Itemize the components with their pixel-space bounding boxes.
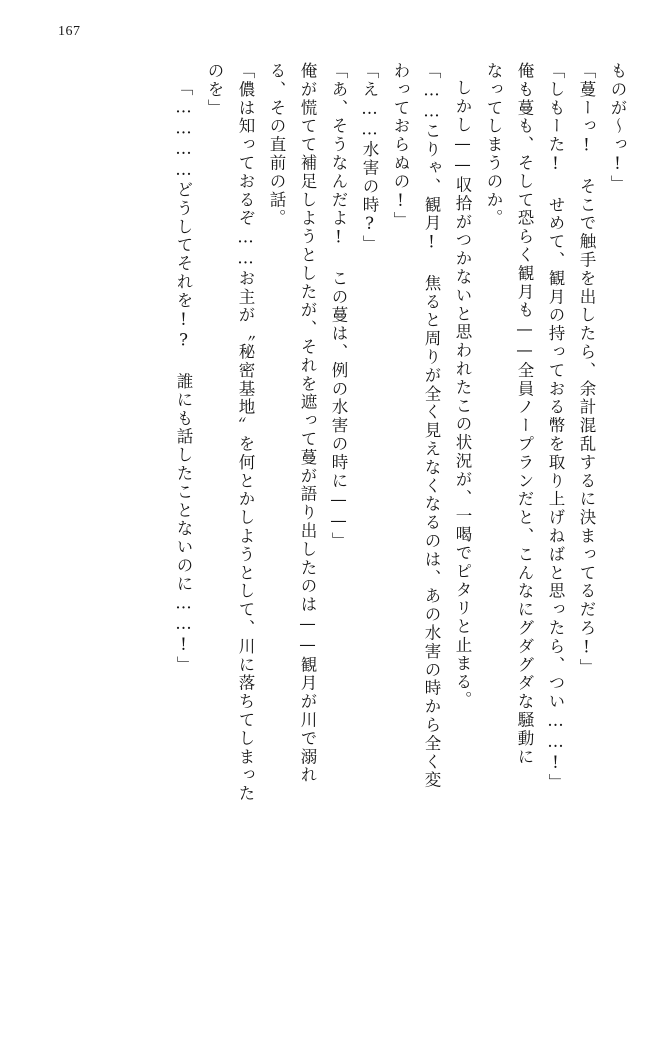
text-column: わっておらぬの!」 bbox=[391, 62, 410, 231]
text-column: 「…………どうしてそれを!? 誰にも話したことないのに……!」 bbox=[174, 79, 193, 675]
text-column: ものが〜っ!」 bbox=[608, 62, 627, 194]
text-column: 「蔓ーっ! そこで触手を出したら、余計混乱するに決まってるだろ!」 bbox=[577, 62, 596, 677]
vertical-text-block bbox=[78, 62, 625, 1022]
page-number: 167 bbox=[58, 24, 81, 39]
text-column: 「……こりゃ、観月! 焦ると周りが全く見えなくなるのは、あの水害の時から全く変 bbox=[422, 62, 441, 790]
text-column: 「しもーた! せめて、観月の持っておる幣を取り上げねばと思ったら、つい……!」 bbox=[546, 62, 565, 793]
text-column: 「え……水害の時?」 bbox=[360, 62, 379, 254]
text-column: 俺も蔓も、そして恐らく観月も——全員ノープランだと、こんなにグダグダな騒動に bbox=[515, 62, 534, 767]
text-column: のを」 bbox=[205, 62, 224, 118]
text-column: 「儂は知っておるぞ……お主が〝秘密基地〟を何とかしようとして、川に落ちてしまった bbox=[236, 62, 255, 803]
text-column: る、その直前の話。 bbox=[267, 62, 286, 228]
text-column: なってしまうのか。 bbox=[484, 62, 503, 228]
text-column: しかし——収拾がつかないと思われたこの状況が、一喝でピタリと止まる。 bbox=[453, 79, 472, 710]
text-column: 俺が慌てて補足しようとしたが、それを遮って蔓が語り出したのは——観月が川で溺れ bbox=[298, 62, 317, 785]
text-column: 「あ、そうなんだよ! この蔓は、例の水害の時に——」 bbox=[329, 62, 348, 551]
